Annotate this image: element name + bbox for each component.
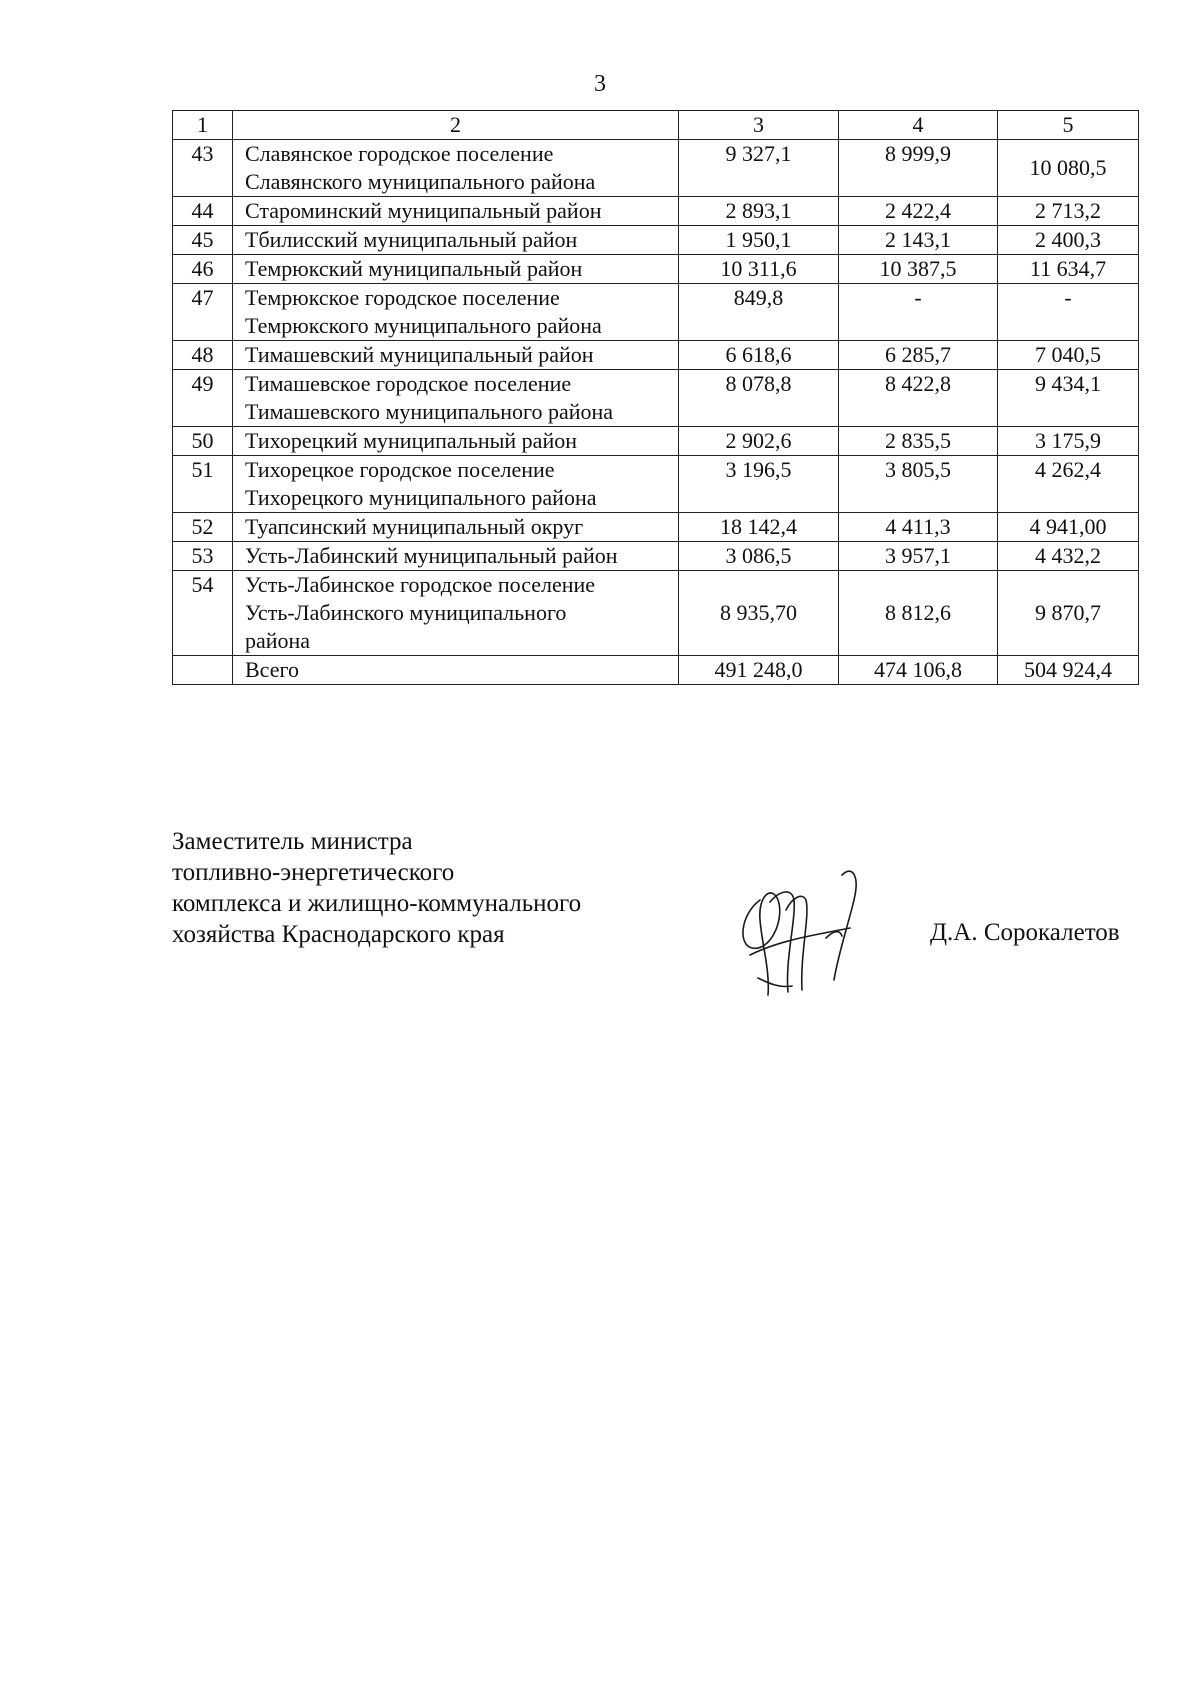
municipality-name-line: Славянского муниципального района: [245, 169, 596, 194]
municipality-name-cell: [233, 456, 679, 513]
handwritten-signature: [730, 860, 890, 1010]
municipality-name-cell: [233, 513, 679, 542]
municipality-name-line: Тбилисский муниципальный район: [245, 227, 578, 252]
column-header: 3: [679, 111, 839, 140]
value-cell-v5: 9 434,1: [998, 370, 1139, 427]
row-number-cell: 52: [173, 513, 233, 542]
row-number-cell: 48: [173, 341, 233, 370]
value-cell-v5: 4 432,2: [998, 542, 1139, 571]
total-num-cell: [173, 656, 233, 685]
table-row: [173, 255, 1139, 284]
value-cell-v3: 10 311,6: [679, 255, 839, 284]
row-number-cell: 53: [173, 542, 233, 571]
total-value-col3: 491 248,0: [679, 656, 839, 685]
value-cell-v5: 9 870,7: [998, 571, 1139, 656]
value-cell-v5: 4 941,00: [998, 513, 1139, 542]
data-table: [172, 110, 1139, 685]
total-row: [173, 656, 1139, 685]
value-cell-v5: 10 080,5: [998, 140, 1139, 197]
municipality-name-cell: [233, 284, 679, 341]
value-cell-v4: 2 143,1: [839, 226, 998, 255]
municipality-name-line: Тимашевского муниципального района: [245, 399, 614, 424]
signer-title-line: комплекса и жилищно-коммунального: [172, 890, 582, 917]
column-header: 4: [839, 111, 998, 140]
page-number: 3: [594, 71, 606, 97]
value-cell-v3: 1 950,1: [679, 226, 839, 255]
municipality-name-line: Тихорецкий муниципальный район: [245, 428, 577, 453]
table-row: [173, 284, 1139, 341]
row-number-cell: 49: [173, 370, 233, 427]
value-cell-v4: -: [839, 284, 998, 341]
value-cell-v3: 3 196,5: [679, 456, 839, 513]
value-cell-v4: 8 422,8: [839, 370, 998, 427]
municipality-name-line: Славянское городское поселение: [245, 141, 554, 166]
value-cell-v5: 2 713,2: [998, 197, 1139, 226]
municipality-name-line: Темрюкское городское поселение: [245, 285, 560, 310]
municipality-name-line: Тимашевское городское поселение: [245, 371, 572, 396]
value-cell-v5: 11 634,7: [998, 255, 1139, 284]
value-cell-v3: 849,8: [679, 284, 839, 341]
municipality-name-line: Туапсинский муниципальный округ: [245, 514, 584, 539]
table-body: [173, 140, 1139, 656]
row-number-cell: 54: [173, 571, 233, 656]
signer-title-line: Заместитель министра: [172, 828, 413, 855]
signer-name: Д.А. Сорокалетов: [930, 919, 1120, 946]
municipality-name-line: Темрюкский муниципальный район: [245, 256, 583, 281]
value-cell-v4: 3 805,5: [839, 456, 998, 513]
value-cell-v3: 18 142,4: [679, 513, 839, 542]
value-cell-v5: 3 175,9: [998, 427, 1139, 456]
signer-title-line: хозяйства Краснодарского края: [172, 921, 505, 948]
municipality-name-line: Усть-Лабинского муниципального: [245, 600, 567, 625]
municipality-name-cell: [233, 427, 679, 456]
total-value-col5: 504 924,4: [998, 656, 1139, 685]
table-row: [173, 542, 1139, 571]
value-cell-v3: 8 935,70: [679, 571, 839, 656]
value-cell-v3: 2 902,6: [679, 427, 839, 456]
total-value-col4: 474 106,8: [839, 656, 998, 685]
row-number-cell: 46: [173, 255, 233, 284]
row-number-cell: 47: [173, 284, 233, 341]
municipality-name-cell: [233, 140, 679, 197]
row-number-cell: 45: [173, 226, 233, 255]
row-number-cell: 50: [173, 427, 233, 456]
table-row: [173, 341, 1139, 370]
table-row: [173, 140, 1139, 197]
value-cell-v4: 8 999,9: [839, 140, 998, 197]
municipality-name-cell: [233, 226, 679, 255]
municipality-name-cell: [233, 542, 679, 571]
table-row: [173, 226, 1139, 255]
municipality-name-line: Тимашевский муниципальный район: [245, 342, 594, 367]
municipality-name-cell: [233, 197, 679, 226]
column-header: 1: [173, 111, 233, 140]
value-cell-v4: 2 422,4: [839, 197, 998, 226]
municipality-name-line: Староминский муниципальный район: [245, 198, 602, 223]
column-header: 5: [998, 111, 1139, 140]
value-cell-v4: 2 835,5: [839, 427, 998, 456]
signer-title: [172, 826, 581, 950]
value-cell-v4: 4 411,3: [839, 513, 998, 542]
municipality-name-line: Темрюкского муниципального района: [245, 313, 602, 338]
row-number-cell: 51: [173, 456, 233, 513]
value-cell-v5: 7 040,5: [998, 341, 1139, 370]
value-cell-v4: 10 387,5: [839, 255, 998, 284]
total-label: Всего: [233, 656, 679, 685]
municipality-name-line: Тихорецкого муниципального района: [245, 485, 597, 510]
row-number-cell: 44: [173, 197, 233, 226]
table-row: [173, 513, 1139, 542]
table-row: [173, 427, 1139, 456]
value-cell-v3: 9 327,1: [679, 140, 839, 197]
value-cell-v4: 3 957,1: [839, 542, 998, 571]
municipality-name-line: Усть-Лабинский муниципальный район: [245, 543, 618, 568]
municipality-name-cell: [233, 255, 679, 284]
municipality-name-cell: [233, 370, 679, 427]
value-cell-v5: 4 262,4: [998, 456, 1139, 513]
municipality-name-cell: [233, 341, 679, 370]
municipality-name-line: Тихорецкое городское поселение: [245, 457, 555, 482]
value-cell-v3: 3 086,5: [679, 542, 839, 571]
table-header-row: [173, 111, 1139, 140]
value-cell-v3: 8 078,8: [679, 370, 839, 427]
table-row: [173, 370, 1139, 427]
row-number-cell: 43: [173, 140, 233, 197]
value-cell-v5: -: [998, 284, 1139, 341]
value-cell-v3: 6 618,6: [679, 341, 839, 370]
municipality-name-line: района: [245, 628, 311, 653]
value-cell-v5: 2 400,3: [998, 226, 1139, 255]
municipality-name-cell: [233, 571, 679, 656]
value-cell-v4: 8 812,6: [839, 571, 998, 656]
municipality-name-line: Усть-Лабинское городское поселение: [245, 572, 596, 597]
signer-title-line: топливно-энергетического: [172, 859, 455, 886]
table-row: [173, 456, 1139, 513]
value-cell-v4: 6 285,7: [839, 341, 998, 370]
value-cell-v3: 2 893,1: [679, 197, 839, 226]
table-row: [173, 197, 1139, 226]
column-header: 2: [233, 111, 679, 140]
table-row: [173, 571, 1139, 656]
